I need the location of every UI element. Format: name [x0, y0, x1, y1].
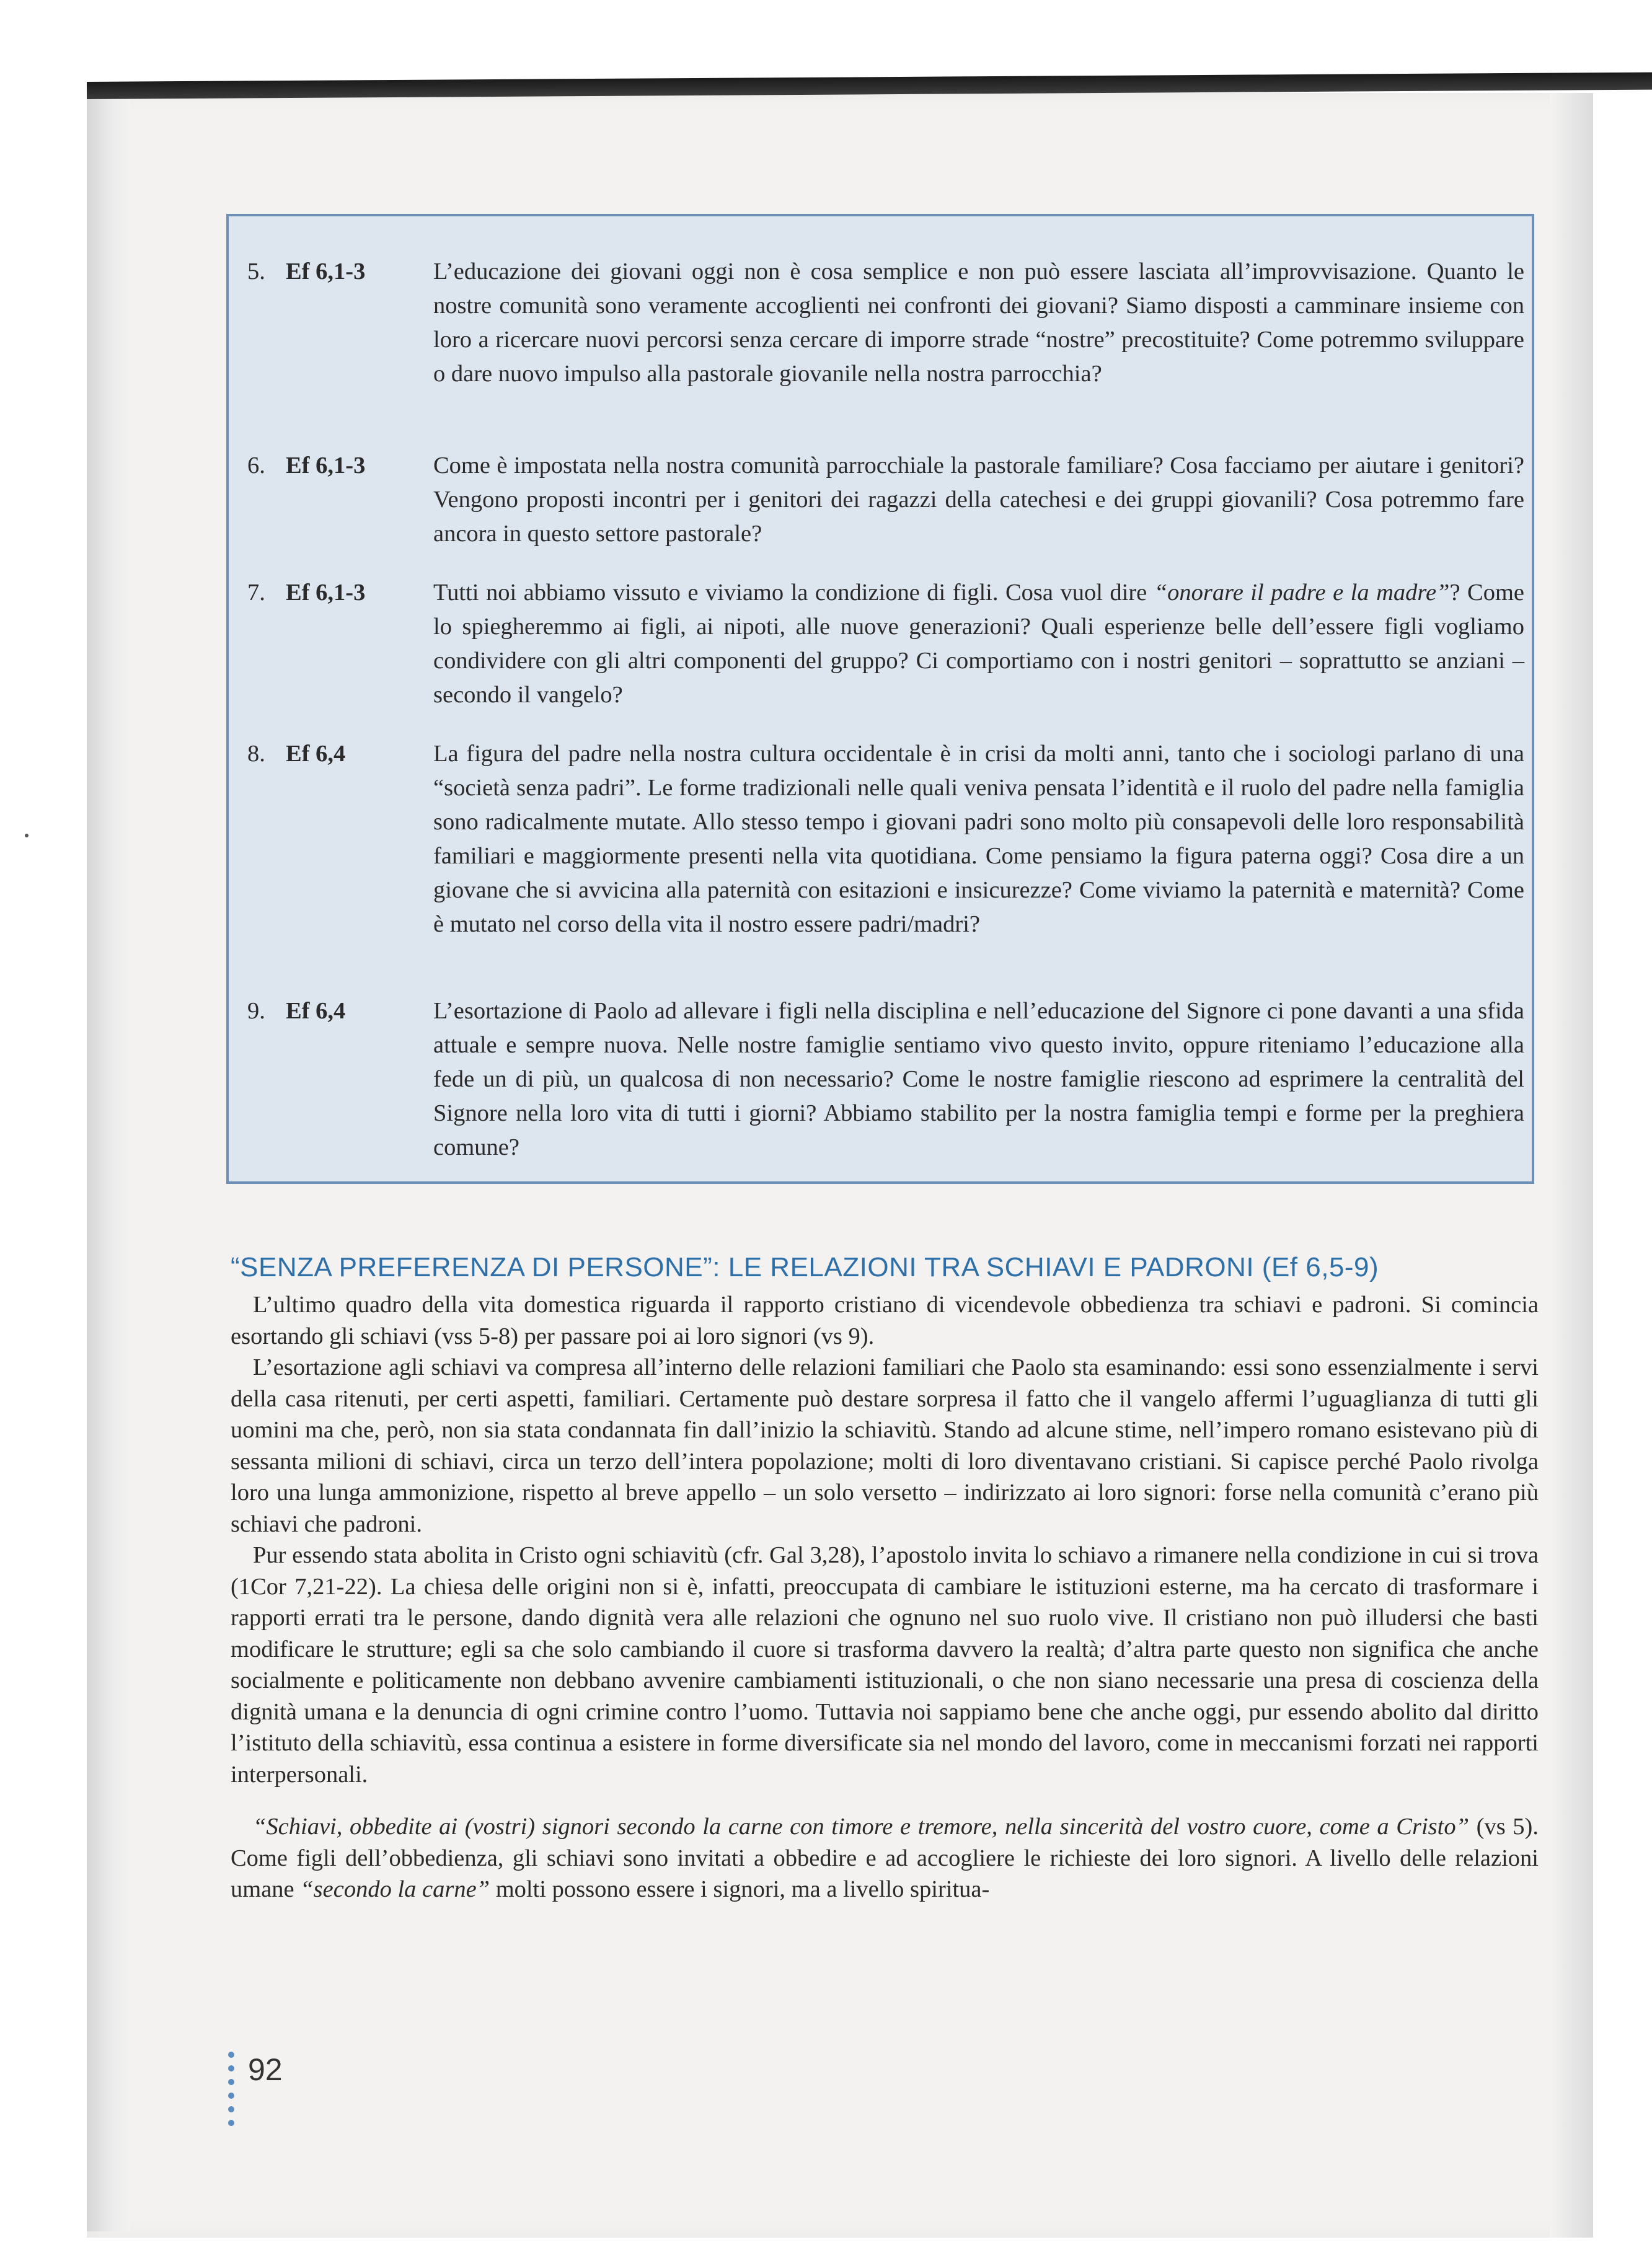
paragraph-text: molti possono essere i signori, ma a livello spiritua- — [490, 1876, 990, 1902]
body-text — [231, 1289, 1539, 1905]
scripture-quote: “Schiavi, obbedite ai (vostri) signori secondo la carne con timore e tremore, nella sincerità del vostro cuore, come a Cristo” — [253, 1814, 1469, 1840]
question-italic-quote: “onorare il padre e la madre” — [1154, 580, 1450, 606]
question-number: 5. — [247, 258, 265, 285]
decor-dot — [228, 2052, 234, 2058]
decor-dot — [228, 2079, 234, 2085]
paragraph — [231, 1811, 1539, 1905]
question-text: L’esortazione di Paolo ad allevare i figli nella disciplina e nell’educazione del Signore ci pone davanti a una sfida attuale e sempre nuova. Nelle nostre famiglie sentiamo vivo questo invito, oppure riteniamo l’educazione alla fede un di più, un qualcosa di non necessario? Come le nostre famiglie riescono ad esprimere la centralità del Signore nella loro vita di tutti i giorni? Abbiamo stabilito per la nostra famiglia tempi e forme per la preghiera comune? — [433, 998, 1524, 1160]
decor-dot — [228, 2120, 234, 2126]
question-text: L’educazione dei giovani oggi non è cosa semplice e non può essere lasciata all’improvvisazione. Quanto le nostre comunità sono veramente accoglienti nei confronti dei giovani? Siamo disposti a camminare insieme con loro a ricercare nuovi percorsi senza cercare di imporre strade “nostre” precostituite? Come potremmo sviluppare o dare nuovo impulso alla pastorale giovanile nella nostra parrocchia? — [433, 258, 1524, 387]
question-number: 6. — [247, 452, 265, 479]
discussion-questions-box — [226, 214, 1534, 1184]
scan-speck — [25, 834, 29, 837]
question-reference: Ef 6,4 — [286, 741, 346, 767]
question-number: 9. — [247, 998, 265, 1024]
page-number: 92 — [248, 2052, 283, 2087]
question-text-end: ? Come lo spiegheremmo ai figli, ai nipoti, alle nuove generazioni? Quali esperienze belle dell’essere figli vogliamo condividere con gli altri componenti del gruppo? Ci comportiamo con i nostri genitori – soprattutto se anziani – secondo il vangelo? — [433, 580, 1524, 708]
question-reference: Ef 6,1-3 — [286, 580, 366, 606]
page-number-dots — [228, 2052, 237, 2133]
question-reference: Ef 6,4 — [286, 998, 346, 1024]
paragraph: Pur essendo stata abolita in Cristo ogni schiavitù (cfr. Gal 3,28), l’apostolo invita lo schiavo a rimanere nella condizione in cui si trova (1Cor 7,21-22). La chiesa delle origini non si è, infatti, preoccupata di cambiare le istituzioni esterne, ma ha cercato di trasformare i rapporti errati tra le persone, dando dignità vera alle relazioni che ognuno nel suo ruolo vive. Il cristiano non può illudersi che basti modificare le strutture; egli sa che solo cambiando il cuore si trasforma davvero la realtà; d’altra parte questo non significa che anche socialmente e politicamente non debbano avvenire cambiamenti istituzionali, o che non siano necessarie una presa di coscienza della dignità umana e la denuncia di ogni crimine contro l’uomo. Tuttavia noi sappiamo bene che anche oggi, pur essendo abolito dal diritto l’istituto della schiavitù, essa continua a esistere in forme diversificate sia nel mondo del lavoro, come in meccanismi forzati nei rapporti interpersonali. — [231, 1542, 1539, 1788]
question-number: 7. — [247, 580, 265, 606]
page-edge-right — [1550, 93, 1593, 2238]
decor-dot — [228, 2093, 234, 2099]
section-heading: “SENZA PREFERENZA DI PERSONE”: LE RELAZIONI TRA SCHIAVI E PADRONI (Ef 6,5-9) — [231, 1252, 1379, 1282]
question-text-start: Tutti noi abbiamo vissuto e viviamo la condizione di figli. Cosa vuol dire — [433, 580, 1154, 606]
question-text: La figura del padre nella nostra cultura occidentale è in crisi da molti anni, tanto che i sociologi parlano di una “società senza padri”. Le forme tradizionali nelle quali veniva pensata l’identità e il ruolo del padre nella famiglia sono radicalmente mutate. Allo stesso tempo i giovani padri sono molto più consapevoli delle loro responsabilità familiari e maggiormente presenti nella vita quotidiana. Come pensiamo la figura paterna oggi? Cosa dire a un giovane che si avvicina alla paternità con esitazioni e insicurezze? Come viviamo la paternità e maternità? Come è mutato nel corso della vita il nostro essere padri/madri? — [433, 741, 1524, 937]
decor-dot — [228, 2065, 234, 2071]
paragraph: L’esortazione agli schiavi va compresa all’interno delle relazioni familiari che Paolo sta esaminando: essi sono essenzialmente i servi della casa ritenuti, per certi aspetti, familiari. Certamente può destare sorpresa il fatto che il vangelo affermi l’uguaglianza di tutti gli uomini ma che, però, non sia stata condannata fin dall’inizio la schiavitù. Stando ad alcune stime, nell’impero romano esistevano più di sessanta milioni di schiavi, circa un terzo dell’intera popolazione; molti di loro diventavano cristiani. Si capisce perché Paolo rivolga loro una lunga ammonizione, rispetto al breve appello – un solo versetto – indirizzato ai loro signori: forse nella comunità c’erano più schiavi che padroni. — [231, 1354, 1539, 1537]
scripture-quote: “secondo la carne” — [300, 1876, 490, 1902]
question-reference: Ef 6,1-3 — [286, 452, 366, 479]
paragraph: L’ultimo quadro della vita domestica riguarda il rapporto cristiano di vicendevole obbedienza tra schiavi e padroni. Si comincia esortando gli schiavi (vss 5-8) per passare poi ai loro signori (vs 9). — [231, 1292, 1539, 1349]
question-text — [433, 576, 1524, 712]
paragraph-text: (vs 5). Come figli dell’obbedienza, gli schiavi sono invitati a obbedire e ad accogliere le richieste dei loro signori. A livello delle relazioni umane — [231, 1814, 1539, 1902]
decor-dot — [228, 2106, 234, 2112]
question-number: 8. — [247, 741, 265, 767]
question-text: Come è impostata nella nostra comunità parrocchiale la pastorale familiare? Cosa facciamo per aiutare i genitori? Vengono proposti incontri per i genitori dei ragazzi della catechesi e dei gruppi giovanili? Cosa potremmo fare ancora in questo settore pastorale? — [433, 452, 1524, 547]
question-reference: Ef 6,1-3 — [286, 258, 366, 285]
page-edge-left — [87, 99, 130, 2231]
